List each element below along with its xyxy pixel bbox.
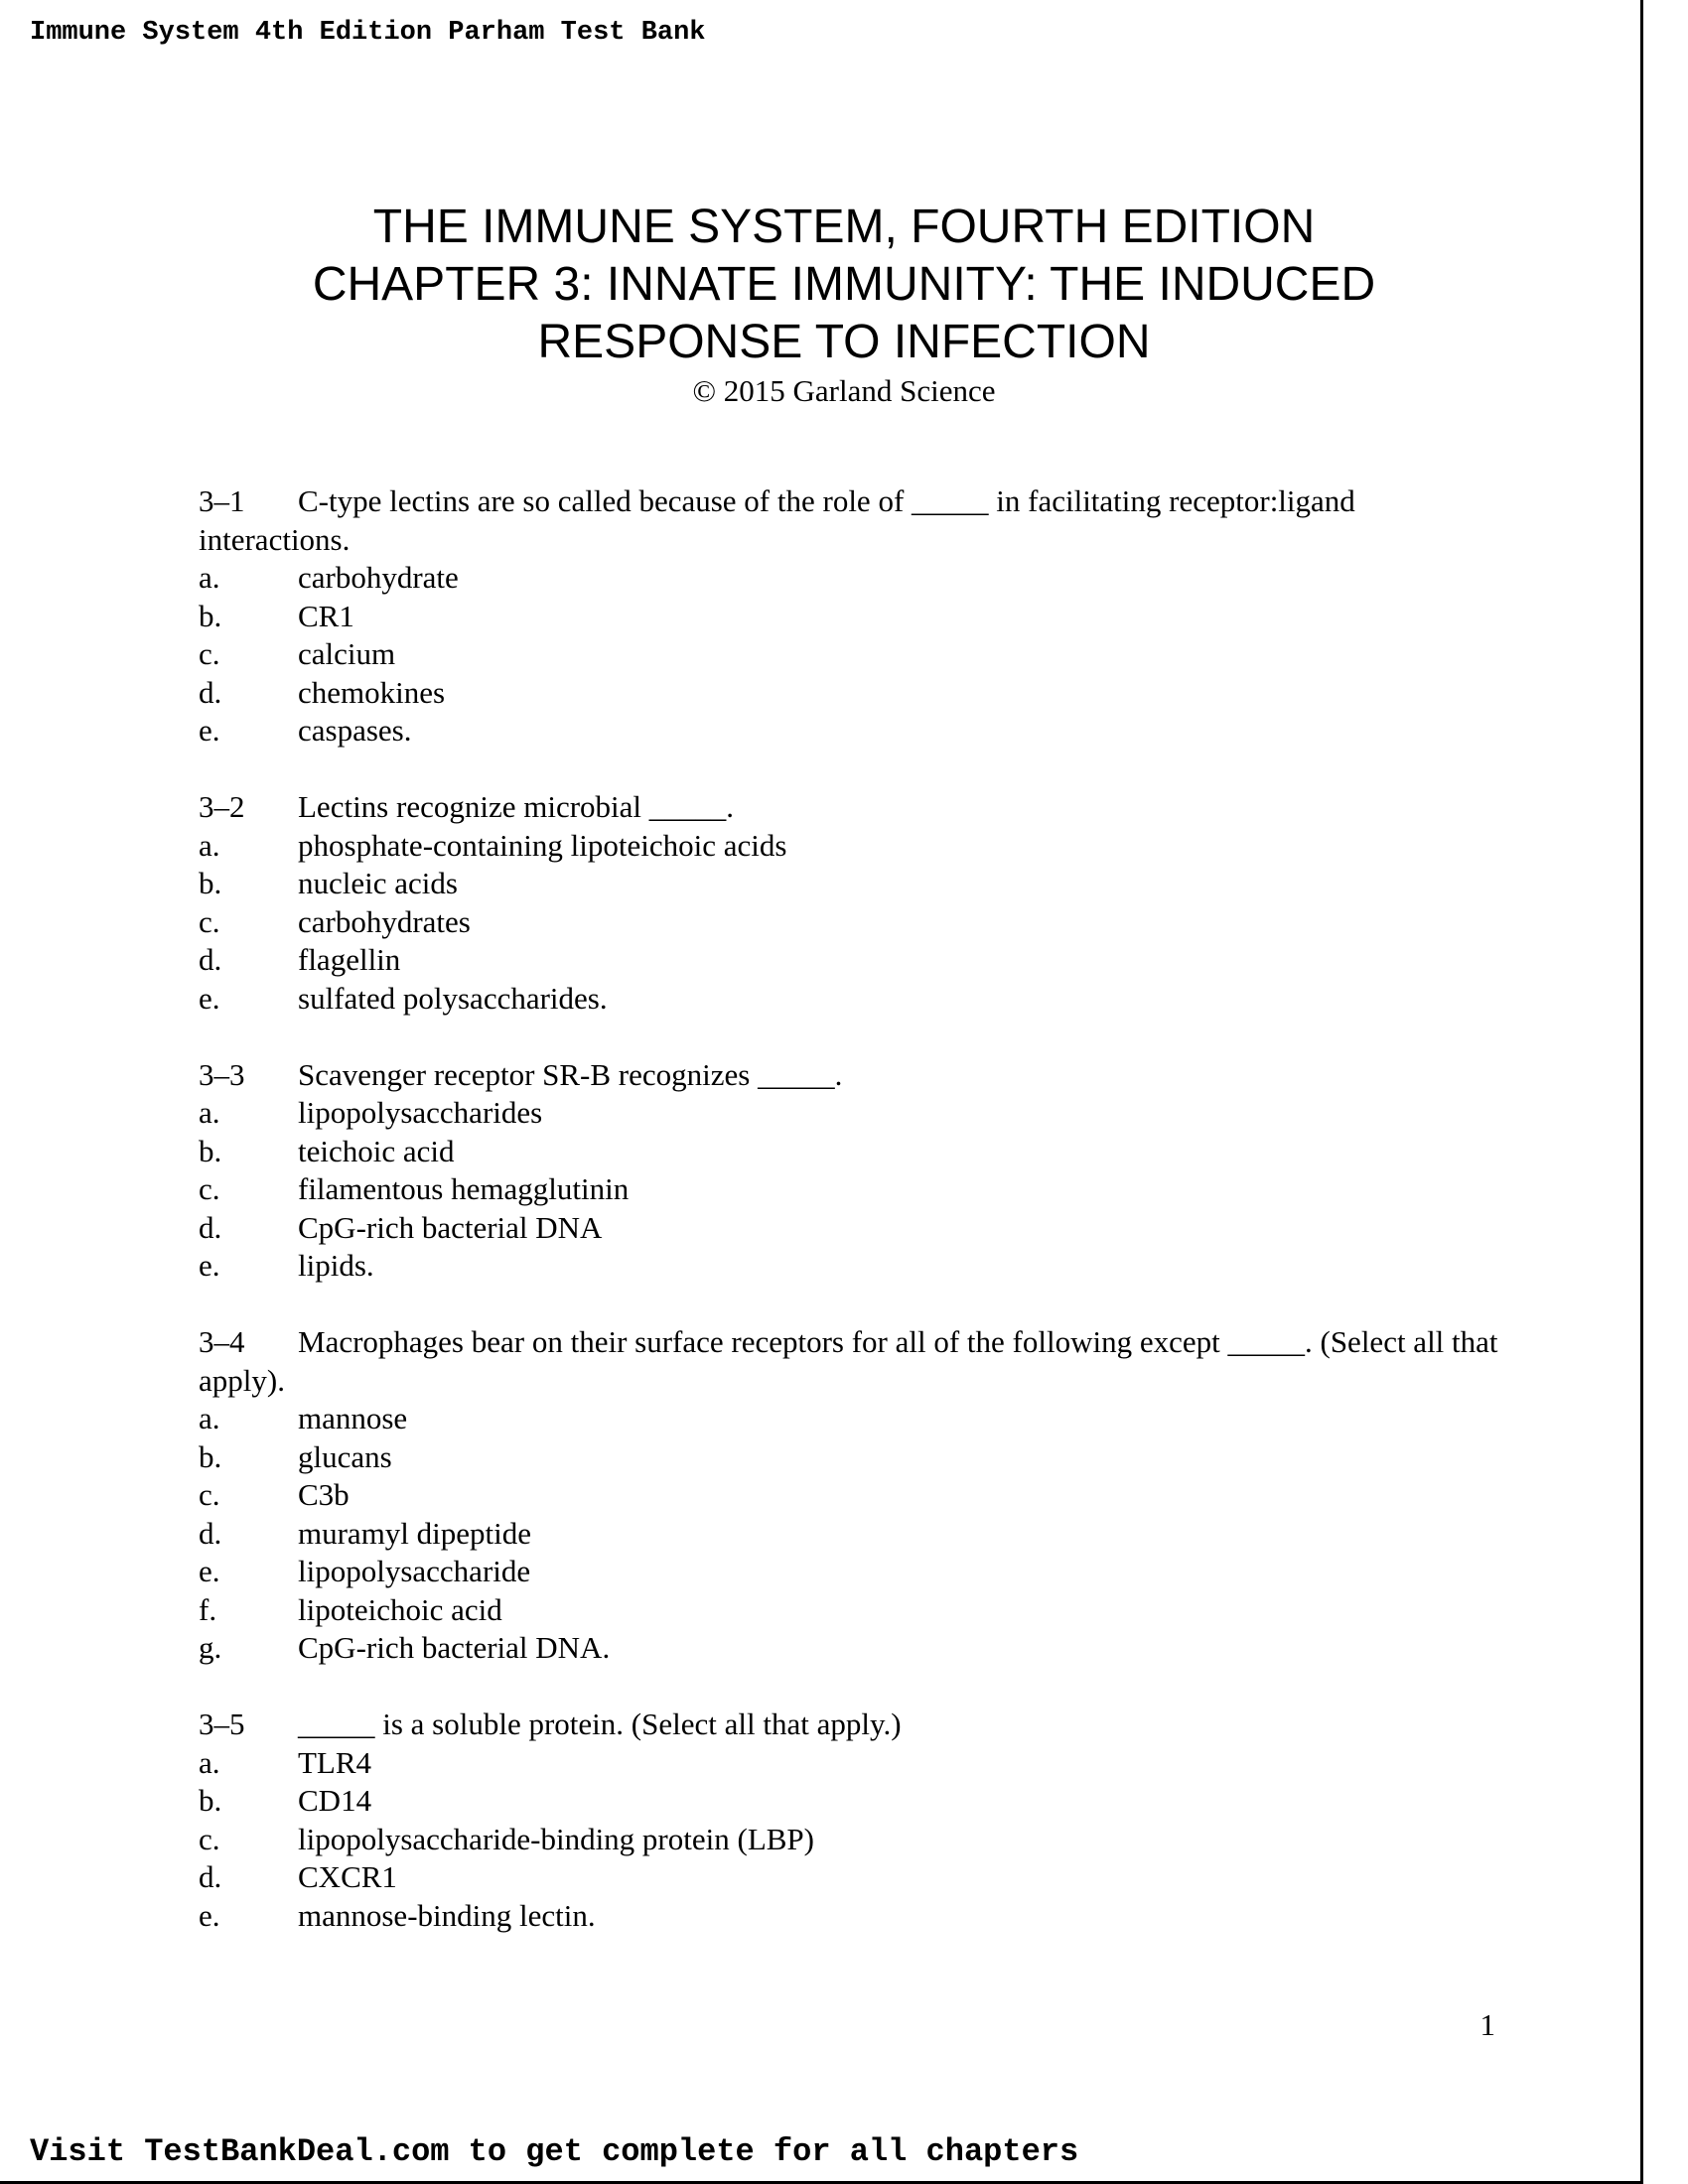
question-number: 3–1 [199,483,245,518]
answer-option [199,1209,1509,1248]
option-letter: a. [199,1095,220,1130]
question-3-1 [199,482,1509,751]
option-letter: a. [199,560,220,595]
question-stem [199,1056,1509,1095]
answer-option [199,1438,1509,1477]
question-text: _____ is a soluble protein. (Select all that apply.) [298,1706,902,1741]
question-text: Macrophages bear on their surface receptors for all of the following except _____. (Select all that apply). [199,1324,1498,1398]
option-text: lipopolysaccharide-binding protein (LBP) [298,1821,814,1856]
question-3-2 [199,788,1509,1018]
chapter-title: CHAPTER 3: INNATE IMMUNITY: THE INDUCED [312,258,1376,311]
answer-option [199,1515,1509,1554]
copyright-notice: © 2015 Garland Science [692,373,996,408]
question-stem [199,482,1509,559]
question-text: Scavenger receptor SR-B recognizes _____. [298,1056,843,1092]
option-text: CpG-rich bacterial DNA [298,1209,603,1245]
option-text: CpG-rich bacterial DNA. [298,1630,611,1665]
option-text: C3b [298,1477,350,1512]
option-letter: e. [199,1897,220,1933]
option-text: mannose-binding lectin. [298,1897,596,1933]
option-text: caspases. [298,713,412,748]
option-letter: c. [199,903,220,939]
option-text: teichoic acid [298,1133,455,1168]
answer-option [199,559,1509,598]
footer-banner: Visit TestBankDeal.com to get complete for all chapters [30,2133,1079,2170]
question-number: 3–5 [199,1706,245,1741]
question-stem [199,1706,1509,1744]
question-3-4 [199,1323,1509,1668]
option-text: carbohydrate [298,560,459,595]
option-text: TLR4 [298,1744,372,1780]
answer-option [199,1858,1509,1897]
option-text: filamentous hemagglutinin [298,1171,630,1206]
option-letter: b. [199,1783,222,1818]
option-text: phosphate-containing lipoteichoic acids [298,827,787,863]
question-3-3 [199,1056,1509,1286]
answer-option [199,635,1509,674]
answer-option [199,980,1509,1019]
answer-option [199,1400,1509,1438]
option-text: calcium [298,636,396,671]
option-letter: f. [199,1591,217,1627]
option-letter: c. [199,1477,220,1512]
answer-option [199,1629,1509,1668]
option-letter: d. [199,1515,222,1551]
option-letter: b. [199,1438,222,1474]
answer-option [199,1476,1509,1515]
question-3-5 [199,1706,1509,1935]
answer-option [199,1744,1509,1783]
answer-option [199,1591,1509,1630]
option-letter: a. [199,1744,220,1780]
question-number: 3–3 [199,1056,245,1092]
answer-option [199,712,1509,751]
option-letter: d. [199,1209,222,1245]
title-block [0,199,1688,411]
option-letter: d. [199,674,222,710]
answer-option [199,941,1509,980]
option-text: muramyl dipeptide [298,1515,532,1551]
option-text: lipopolysaccharide [298,1554,531,1588]
option-letter: d. [199,942,222,977]
answer-option [199,1170,1509,1209]
answer-option [199,674,1509,713]
option-letter: d. [199,1859,222,1894]
answer-option [199,865,1509,903]
option-letter: c. [199,636,220,671]
option-text: lipoteichoic acid [298,1591,502,1627]
option-text: flagellin [298,942,401,977]
question-stem [199,788,1509,827]
option-letter: b. [199,1133,222,1168]
option-text: mannose [298,1401,408,1435]
answer-option [199,1094,1509,1133]
option-text: glucans [298,1438,392,1474]
option-text: sulfated polysaccharides. [298,980,608,1016]
option-letter: e. [199,713,220,748]
option-text: CXCR1 [298,1859,397,1894]
answer-option [199,1782,1509,1821]
question-list [199,482,1509,1974]
option-letter: e. [199,1248,220,1283]
book-title: THE IMMUNE SYSTEM, FOURTH EDITION [372,201,1316,253]
answer-option [199,1133,1509,1171]
answer-option [199,598,1509,636]
option-letter: c. [199,1171,220,1206]
option-letter: e. [199,980,220,1016]
answer-option [199,1553,1509,1591]
option-text: CR1 [298,598,354,633]
option-letter: b. [199,866,222,900]
option-text: chemokines [298,674,446,710]
question-number: 3–2 [199,789,245,824]
chapter-subtitle: RESPONSE TO INFECTION [537,316,1151,368]
option-letter: a. [199,827,220,863]
answer-option [199,1821,1509,1859]
question-stem [199,1323,1509,1400]
answer-option [199,1247,1509,1286]
answer-option [199,903,1509,942]
option-text: lipopolysaccharides [298,1095,543,1130]
option-text: CD14 [298,1783,372,1818]
header-banner: Immune System 4th Edition Parham Test Bank [30,18,706,48]
option-letter: b. [199,598,222,633]
answer-option [199,827,1509,866]
option-letter: e. [199,1554,220,1588]
answer-option [199,1897,1509,1936]
question-text: C-type lectins are so called because of the role of _____ in facilitating receptor:ligand interactions. [199,483,1355,557]
option-text: carbohydrates [298,903,471,939]
question-number: 3–4 [199,1324,245,1359]
option-letter: a. [199,1401,220,1435]
option-text: nucleic acids [298,866,458,900]
option-text: lipids. [298,1248,374,1283]
option-letter: c. [199,1821,220,1856]
page-number: 1 [1479,2007,1495,2042]
option-letter: g. [199,1630,222,1665]
question-text: Lectins recognize microbial _____. [298,789,735,824]
